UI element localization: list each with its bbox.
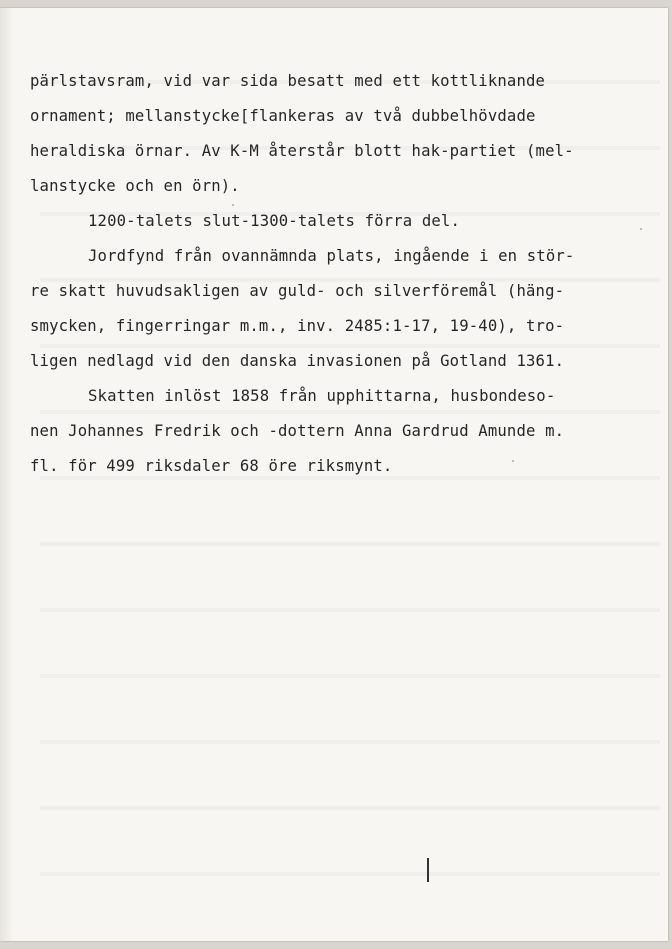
text-line-2: ornament; mellanstycke[flankeras av två dubbelhövdade bbox=[30, 107, 536, 125]
body-text bbox=[30, 64, 642, 484]
text-line-12: fl. för 499 riksdaler 68 öre riksmynt. bbox=[30, 457, 393, 475]
text-line-7: re skatt huvudsakligen av guld- och silverföremål (häng- bbox=[30, 282, 565, 300]
text-line-9: ligen nedlagd vid den danska invasionen på Gotland 1361. bbox=[30, 352, 565, 370]
paper-speck bbox=[232, 204, 234, 206]
page-edge-shadow bbox=[0, 8, 14, 941]
text-line-10-redemption-paragraph: Skatten inlöst 1858 från upphittarna, husbondeso- bbox=[88, 387, 556, 405]
text-line-3: heraldiska örnar. Av K-M återstår blott hak-partiet (mel- bbox=[30, 142, 574, 160]
text-line-6-find-paragraph: Jordfynd från ovannämnda plats, ingående i en stör- bbox=[88, 247, 575, 265]
paper-speck bbox=[640, 228, 642, 230]
text-line-1: pärlstavsram, vid var sida besatt med ett kottliknande bbox=[30, 72, 546, 90]
text-line-11: nen Johannes Fredrik och -dottern Anna Gardrud Amunde m. bbox=[30, 422, 565, 440]
paper-speck bbox=[512, 460, 514, 462]
text-line-4: lanstycke och en örn). bbox=[30, 177, 240, 195]
pencil-mark bbox=[427, 858, 429, 882]
document-page bbox=[0, 8, 668, 941]
text-line-8: smycken, fingerringar m.m., inv. 2485:1-17, 19-40), tro- bbox=[30, 317, 565, 335]
text-line-5-dating: 1200-talets slut-1300-talets förra del. bbox=[88, 212, 460, 230]
